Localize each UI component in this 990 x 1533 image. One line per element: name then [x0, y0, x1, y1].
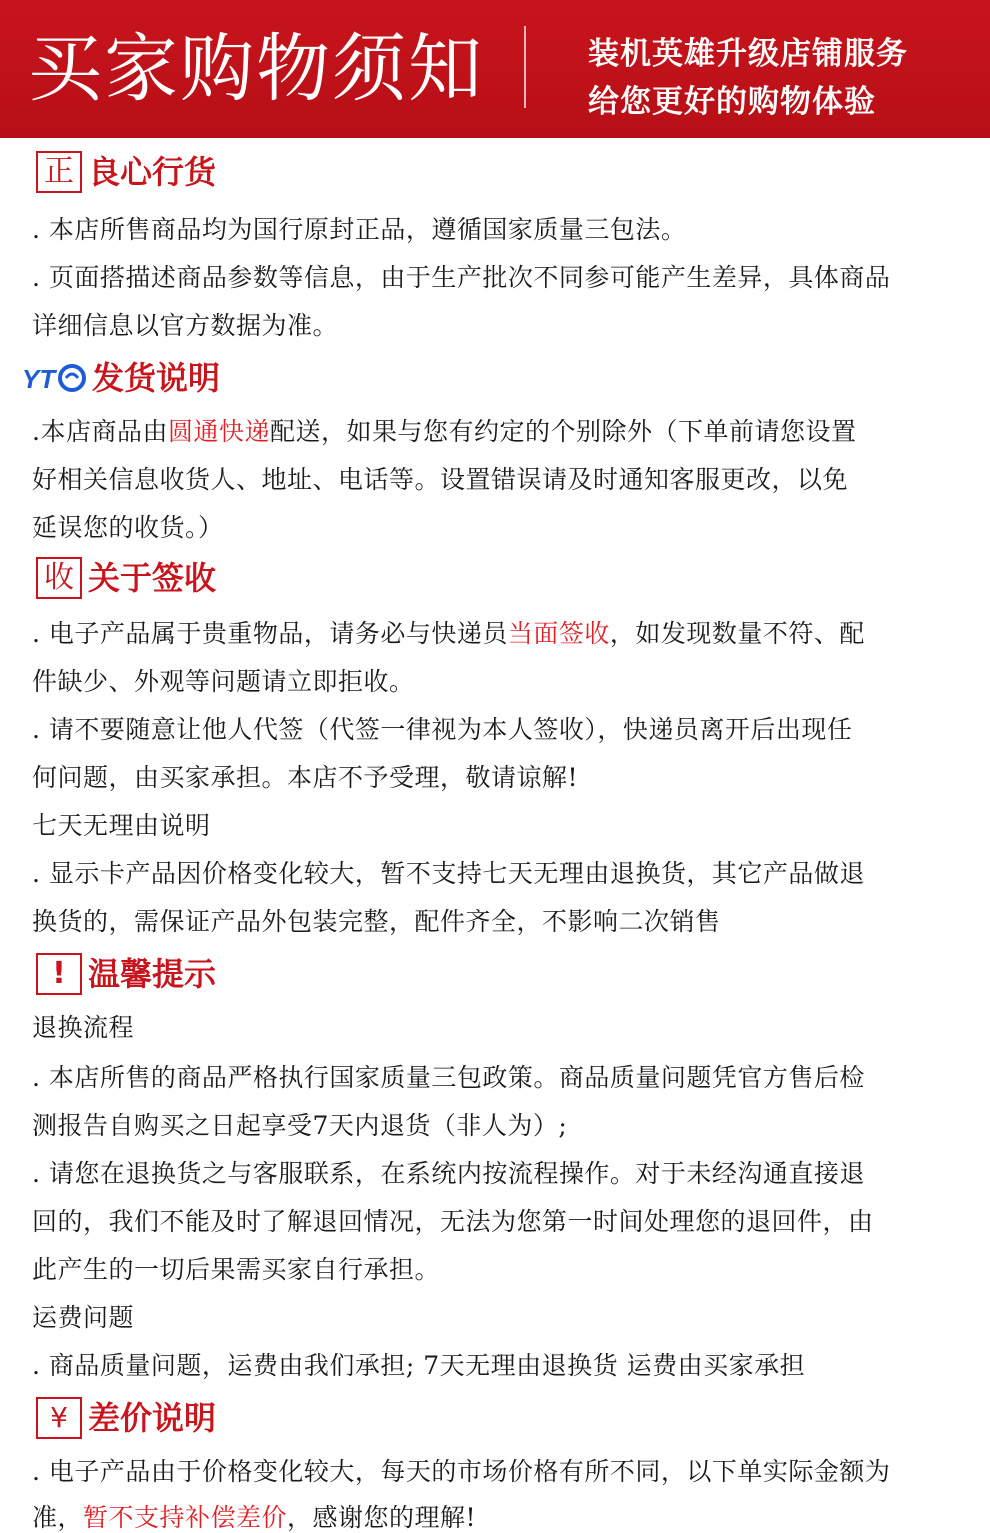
shipping-line-3: 延误您的收货。）	[32, 513, 224, 542]
signing-line-5: . 显示卡产品因价格变化较大，暂不支持七天无理由退换货，其它产品做退	[32, 859, 865, 888]
tips-line-3: . 请您在退换货之与客服联系，在系统内按流程操作。对于未经沟通直接退	[32, 1159, 865, 1188]
section-tips-title: 温馨提示	[88, 955, 217, 993]
genuine-line-1: . 本店所售商品均为国行原封正品，遵循国家质量三包法。	[32, 215, 687, 244]
yen-badge-icon: ¥	[36, 1397, 82, 1439]
genuine-line-2: . 页面搭描述商品参数等信息，由于生产批次不同参可能产生差异，具体商品	[32, 263, 891, 292]
section-shipping-header	[22, 356, 220, 400]
tips-line-6: . 商品质量问题，运费由我们承担; 7天无理由退换货 运费由买家承担	[32, 1351, 806, 1380]
banner-divider	[524, 26, 526, 108]
signing-line-4: 何问题，由买家承担。本店不予受理，敬请谅解!	[32, 763, 579, 792]
signing-line-1-post: ，如发现数量不符、配	[609, 619, 865, 648]
no-compensation-highlight: 暂不支持补偿差价	[83, 1503, 288, 1532]
section-tips-header	[24, 952, 216, 996]
tips-line-5: 此产生的一切后果需买家自行承担。	[32, 1255, 441, 1284]
section-signing-title: 关于签收	[88, 559, 217, 597]
shipping-line-1-pre: .本店商品由	[32, 417, 168, 446]
genuine-line-3: 详细信息以官方数据为准。	[32, 311, 339, 340]
section-price-header	[24, 1396, 216, 1440]
signing-badge-icon: 收	[36, 557, 82, 599]
section-genuine-title: 良心行货	[88, 153, 217, 191]
section-shipping-title: 发货说明	[92, 359, 221, 397]
price-line-2	[32, 1502, 962, 1533]
tips-line-2: 测报告自购买之日起享受7天内退货（非人为）;	[32, 1111, 568, 1140]
signing-line-1-pre: . 电子产品属于贵重物品，请务必与快递员	[32, 619, 508, 648]
banner-title: 买家购物须知	[28, 26, 484, 112]
price-line-2-post: ，感谢您的理解!	[287, 1503, 477, 1532]
shipping-fee-subheading: 运费问题	[32, 1303, 135, 1332]
yto-express-logo-icon	[22, 360, 86, 396]
header-banner	[0, 0, 990, 138]
seven-day-subheading: 七天无理由说明	[32, 811, 211, 840]
genuine-badge-icon: 正	[36, 151, 82, 193]
shipping-line-1	[32, 416, 962, 448]
shipping-line-2: 好相关信息收货人、地址、电话等。设置错误请及时通知客服更改，以免	[32, 465, 849, 494]
signing-line-1	[32, 618, 962, 650]
price-line-2-pre: 准，	[32, 1503, 84, 1532]
tips-line-4: 回的，我们不能及时了解退回情况，无法为您第一时间处理您的退回件，由	[32, 1207, 874, 1236]
price-line-1: . 电子产品由于价格变化较大，每天的市场价格有所不同，以下单实际金额为	[32, 1457, 891, 1486]
tips-line-1: . 本店所售的商品严格执行国家质量三包政策。商品质量问题凭官方售后检	[32, 1063, 865, 1092]
courier-highlight: 圆通快递	[167, 417, 270, 446]
signing-line-2: 件缺少、外观等问题请立即拒收。	[32, 667, 415, 696]
shipping-line-1-post: 配送，如果与您有约定的个别除外（下单前请您设置	[269, 417, 857, 446]
signing-line-6: 换货的，需保证产品外包装完整，配件齐全，不影响二次销售	[32, 907, 721, 936]
return-process-subheading: 退换流程	[32, 1013, 135, 1042]
yto-logo-text: YT	[22, 364, 56, 394]
banner-subtitle-line2: 给您更好的购物体验	[588, 84, 876, 120]
section-signing-header	[24, 556, 216, 600]
banner-subtitle-line1: 装机英雄升级店铺服务	[588, 36, 908, 72]
sign-in-person-highlight: 当面签收	[507, 619, 610, 648]
section-genuine-header	[24, 150, 216, 194]
signing-line-3: . 请不要随意让他人代签（代签一律视为本人签收），快递员离开后出现任	[32, 715, 853, 744]
section-price-title: 差价说明	[88, 1399, 217, 1437]
warning-badge-icon: !	[36, 953, 82, 995]
